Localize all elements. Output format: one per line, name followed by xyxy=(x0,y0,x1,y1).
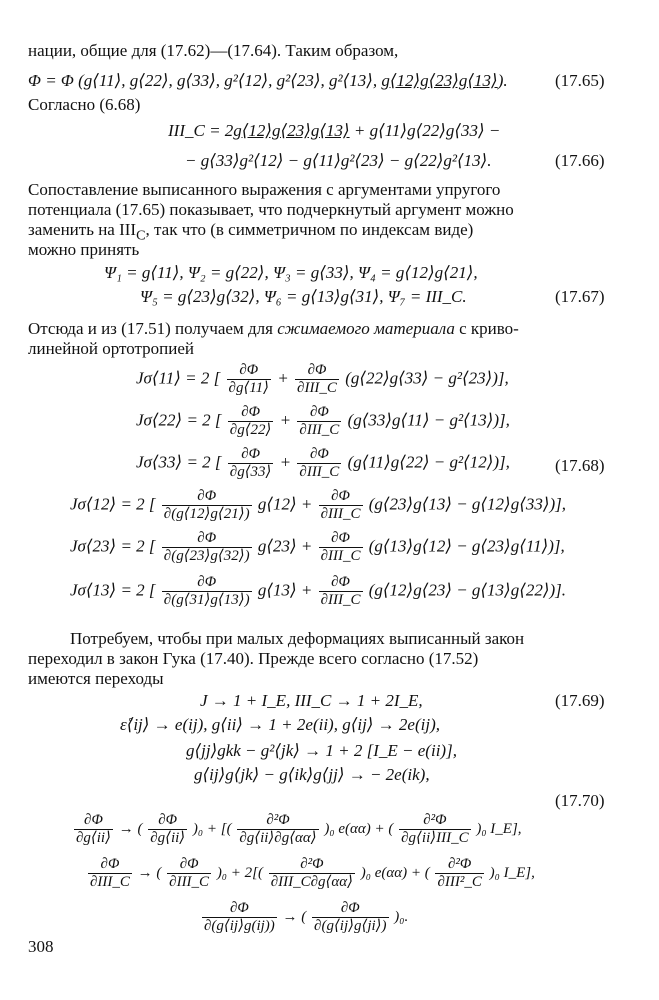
paragraph-line: заменить на $III_C$, так что (в симметричном по индексам виде) xyxy=(28,220,474,244)
stress-equation-12: Jσ⟨12⟩ = 2 [ $\frac{\partial\Phi}{\partial(g⟨12⟩g⟨21⟩)}$ g⟨12⟩ + $\frac{\partial\Phi}{\text{∂III\_C}}$ (g⟨23⟩g⟨13⟩ − g⟨12⟩g⟨33⟩)], xyxy=(70,488,566,522)
paragraph-line: Потребуем, чтобы при малых деформациях выписанный закон xyxy=(70,629,525,648)
equation-number: (17.66) xyxy=(555,151,605,170)
stress-equation-33: Jσ⟨33⟩ = 2 [ $\frac{\partial\Phi}{\partial g⟨33⟩}$ + $\frac{\partial\Phi}{\text{∂III\_C}}$ (g⟨11⟩g⟨22⟩ − g²⟨12⟩)], xyxy=(136,446,510,480)
equation-17-66-line-1: III_C = 2g⟨12⟩g⟨23⟩g⟨13⟩ + g⟨11⟩g⟨22⟩g⟨33⟩ − xyxy=(168,121,501,140)
paragraph-line: Сопоставление выписанного выражения с аргументами упругого xyxy=(28,180,501,199)
fraction: $\frac{\text{∂²Φ}}{\partial g⟨ii⟩\partial g⟨\alpha\alpha⟩}$ xyxy=(239,812,317,846)
fraction: $\frac{\partial\Phi}{\partial g⟨22⟩}$ xyxy=(229,404,272,438)
equation-17-65: Φ = Φ (g⟨11⟩, g⟨22⟩, g⟨33⟩, g²⟨12⟩, g²⟨23⟩, g²⟨13⟩, g⟨12⟩g⟨23⟩g⟨13⟩). xyxy=(28,71,508,90)
fraction: $\frac{\partial\Phi}{\text{∂III\_C}}$ xyxy=(299,404,340,438)
equation-number: (17.70) xyxy=(555,791,605,810)
fraction: $\frac{\text{∂²Φ}}{\text{∂III\_C∂g⟨αα⟩}}$ xyxy=(270,856,353,890)
fraction: $\frac{\partial\Phi}{\text{∂III\_C}}$ xyxy=(169,856,210,890)
equation-number: (17.68) xyxy=(555,456,605,475)
fraction: $\frac{\partial\Phi}{\partial g⟨33⟩}$ xyxy=(229,446,272,480)
equation-17-69-line-3: g⟨jj⟩gkk − g²⟨jk⟩ → 1 + 2 [I_E − e(ii)], xyxy=(186,741,457,760)
stress-equation-23: Jσ⟨23⟩ = 2 [ $\frac{\partial\Phi}{\partial(g⟨23⟩g⟨32⟩)}$ g⟨23⟩ + $\frac{\partial\Phi}{\text{∂III\_C}}$ (g⟨13⟩g⟨12⟩ − g⟨23⟩g⟨11⟩)], xyxy=(70,530,565,564)
paragraph-line: можно принять xyxy=(28,240,140,259)
fraction: $\frac{\partial\Phi}{\text{∂III\_C}}$ xyxy=(320,530,361,564)
equation-17-70-line-3: $\frac{\partial\Phi}{\partial(g⟨ij⟩g(ij))}$ → ( $\frac{\partial\Phi}{\partial(g⟨ij⟩g⟨ji⟩)}$ )₀. xyxy=(204,900,409,934)
equation-17-67-line-1: Ψ₁ = g⟨11⟩, Ψ₂ = g⟨22⟩, Ψ₃ = g⟨33⟩, Ψ₄ = g⟨12⟩g⟨21⟩, xyxy=(104,263,478,282)
fraction: $\frac{\partial\Phi}{\partial(g⟨31⟩g⟨13⟩)}$ xyxy=(163,574,250,608)
fraction: $\frac{\partial\Phi}{\partial(g⟨12⟩g⟨21⟩)}$ xyxy=(163,488,250,522)
paragraph-line: имеются переходы xyxy=(28,669,164,688)
paragraph-line: Отсюда и из (17.51) получаем для сжимаемого материала с криво- xyxy=(28,319,519,338)
fraction: $\frac{\partial\Phi}{\text{∂III\_C}}$ xyxy=(297,362,337,396)
page-number: 308 xyxy=(28,937,54,956)
fraction: $\frac{\partial\Phi}{\partial(g⟨ij⟩g(ij))}$ xyxy=(204,900,275,934)
fraction: $\frac{\partial\Phi}{\partial g⟨ii⟩}$ xyxy=(76,812,111,846)
equation-17-69-line-1: J → 1 + I_E, III_C → 1 + 2I_E, xyxy=(200,691,423,710)
equation-17-67-line-2: Ψ₅ = g⟨23⟩g⟨32⟩, Ψ₆ = g⟨13⟩g⟨31⟩, Ψ₇ = III_C. xyxy=(140,287,467,306)
equation-17-69-line-2: ε̊⟨ij⟩ → e(ij), g⟨ii⟩ → 1 + 2e(ii), g⟨ij⟩ → 2e(ij), xyxy=(120,715,440,734)
paragraph-line: Согласно (6.68) xyxy=(28,95,141,114)
equation-17-70-line-2: $\frac{\partial\Phi}{\text{∂III\_C}}$ → ( $\frac{\partial\Phi}{\text{∂III\_C}}$ )₀ + 2[( $\frac{\text{∂²Φ}}{\text{∂III\_C∂g⟨αα⟩}}$ )₀ e(αα) + ( $\frac{\text{∂²Φ}}{\text{∂III²\_C}}$ )₀ I_E], xyxy=(90,856,535,890)
equation-number: (17.65) xyxy=(555,71,605,90)
fraction: $\frac{\text{∂²Φ}}{\text{∂g⟨ii⟩III\_C}}$ xyxy=(401,812,469,846)
fraction: $\frac{\partial\Phi}{\text{∂III\_C}}$ xyxy=(320,488,361,522)
paragraph-line: нации, общие для (17.62)—(17.64). Таким образом, xyxy=(28,41,399,60)
fraction: $\frac{\partial\Phi}{\text{∂III\_C}}$ xyxy=(299,446,340,480)
equation-17-69-line-4: g⟨ij⟩g⟨jk⟩ − g⟨ik⟩g⟨jj⟩ → − 2e(ik), xyxy=(194,765,430,784)
fraction: $\frac{\partial\Phi}{\text{∂III\_C}}$ xyxy=(90,856,130,890)
stress-equation-22: Jσ⟨22⟩ = 2 [ $\frac{\partial\Phi}{\partial g⟨22⟩}$ + $\frac{\partial\Phi}{\text{∂III\_C}}$ (g⟨33⟩g⟨11⟩ − g²⟨13⟩)], xyxy=(136,404,510,438)
equation-17-66-line-2: − g⟨33⟩g²⟨12⟩ − g⟨11⟩g²⟨23⟩ − g⟨22⟩g²⟨13⟩. xyxy=(185,151,492,170)
paragraph-line: линейной ортотропией xyxy=(28,339,194,358)
equation-number: (17.67) xyxy=(555,287,605,306)
fraction: $\frac{\partial\Phi}{\partial g⟨ii⟩}$ xyxy=(150,812,186,846)
equation-17-70-line-1: $\frac{\partial\Phi}{\partial g⟨ii⟩}$ → ( $\frac{\partial\Phi}{\partial g⟨ii⟩}$ )₀ + [( $\frac{\text{∂²Φ}}{\partial g⟨ii⟩\partial g⟨\alpha\alpha⟩}$ )₀ e(αα) + ( $\frac{\text{∂²Φ}}{\text{∂g⟨ii⟩III\_C}}$ )₀ I_E], xyxy=(76,812,522,846)
fraction: $\frac{\partial\Phi}{\text{∂III\_C}}$ xyxy=(320,574,361,608)
fraction: $\frac{\text{∂²Φ}}{\text{∂III²\_C}}$ xyxy=(437,856,482,890)
fraction: $\frac{\partial\Phi}{\partial g⟨11⟩}$ xyxy=(228,362,270,396)
equation-number: (17.69) xyxy=(555,691,605,710)
fraction: $\frac{\partial\Phi}{\partial(g⟨23⟩g⟨32⟩)}$ xyxy=(163,530,250,564)
paragraph-line: потенциала (17.65) показывает, что подчеркнутый аргумент можно xyxy=(28,200,514,219)
stress-equation-11: Jσ⟨11⟩ = 2 [ $\frac{\partial\Phi}{\partial g⟨11⟩}$ + $\frac{\partial\Phi}{\text{∂III\_C}}$ (g⟨22⟩g⟨33⟩ − g²⟨23⟩)], xyxy=(136,362,509,396)
paragraph-line: переходил в закон Гука (17.40). Прежде всего согласно (17.52) xyxy=(28,649,479,668)
stress-equation-13: Jσ⟨13⟩ = 2 [ $\frac{\partial\Phi}{\partial(g⟨31⟩g⟨13⟩)}$ g⟨13⟩ + $\frac{\partial\Phi}{\text{∂III\_C}}$ (g⟨12⟩g⟨23⟩ − g⟨13⟩g⟨22⟩)]. xyxy=(70,574,566,608)
fraction: $\frac{\partial\Phi}{\partial(g⟨ij⟩g⟨ji⟩)}$ xyxy=(314,900,387,934)
